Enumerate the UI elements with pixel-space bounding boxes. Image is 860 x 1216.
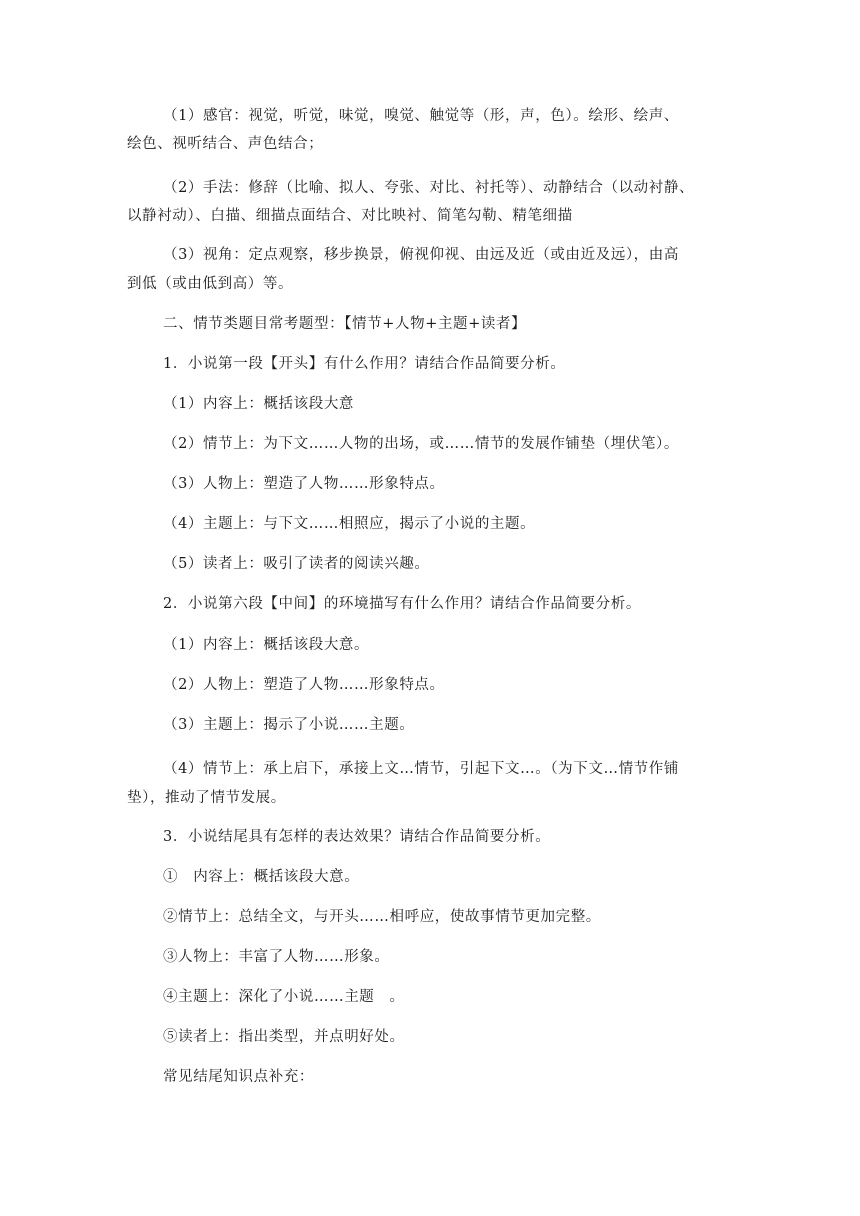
question-2-heading: 2．小说第六段【中间】的环境描写有什么作用？请结合作品简要分析。 (163, 596, 641, 612)
question-3-item-1: ① 内容上：概括该段大意。 (163, 869, 360, 885)
question-2-item-3: （3）主题上：揭示了小说……主题。 (163, 717, 415, 733)
question-2-item-2: （2）人物上：塑造了人物……形象特点。 (163, 677, 445, 693)
question-3-heading: 3．小说结尾具有怎样的表达效果？请结合作品简要分析。 (163, 829, 551, 845)
section-heading-plot: 二、情节类题目常考题型：【情节+人物+主题+读者】 (163, 316, 527, 332)
question-3-item-2: ②情节上：总结全文，与开头……相呼应，使故事情节更加完整。 (163, 909, 601, 925)
question-2-item-1: （1）内容上：概括该段大意。 (163, 637, 370, 653)
question-2-item-4-line-2: 垫），推动了情节发展。 (127, 790, 286, 806)
paragraph-perspective-line-2: 到低（或由低到高）等。 (127, 276, 294, 292)
question-1-item-1: （1）内容上：概括该段大意 (163, 396, 355, 412)
paragraph-techniques-line-1: （2）手法：修辞（比喻、拟人、夸张、对比、衬托等）、动静结合（以动衬静、 (163, 180, 695, 196)
question-1-item-5: （5）读者上：吸引了读者的阅读兴趣。 (163, 556, 430, 572)
question-1-item-3: （3）人物上：塑造了人物……形象特点。 (163, 476, 445, 492)
question-1-item-2: （2）情节上：为下文……人物的出场，或……情节的发展作铺垫（埋伏笔）。 (163, 436, 679, 452)
question-1-item-4: （4）主题上：与下文……相照应，揭示了小说的主题。 (163, 516, 536, 532)
paragraph-techniques-line-2: 以静衬动）、白描、细描点面结合、对比映衬、简笔勾勒、精笔细描 (127, 208, 573, 224)
paragraph-senses-line-2: 绘色、视听结合、声色结合； (127, 136, 324, 152)
question-2-item-4-line-1: （4）情节上：承上启下，承接上文…情节，引起下文…。（为下文…情节作铺 (163, 761, 679, 777)
question-1-heading: 1．小说第一段【开头】有什么作用？请结合作品简要分析。 (163, 356, 566, 372)
question-3-item-4: ④主题上：深化了小说……主题 。 (163, 989, 405, 1005)
ending-supplement-heading: 常见结尾知识点补充： (163, 1069, 314, 1085)
paragraph-senses-line-1: （1）感官：视觉，听觉，味觉，嗅觉、触觉等（形，声，色）。绘形、绘声、 (163, 108, 679, 124)
question-3-item-3: ③人物上：丰富了人物……形象。 (163, 949, 390, 965)
paragraph-perspective-line-1: （3）视角：定点观察，移步换景，俯视仰视、由远及近（或由近及远），由高 (163, 247, 679, 263)
question-3-item-5: ⑤读者上：指出类型，并点明好处。 (163, 1029, 405, 1045)
